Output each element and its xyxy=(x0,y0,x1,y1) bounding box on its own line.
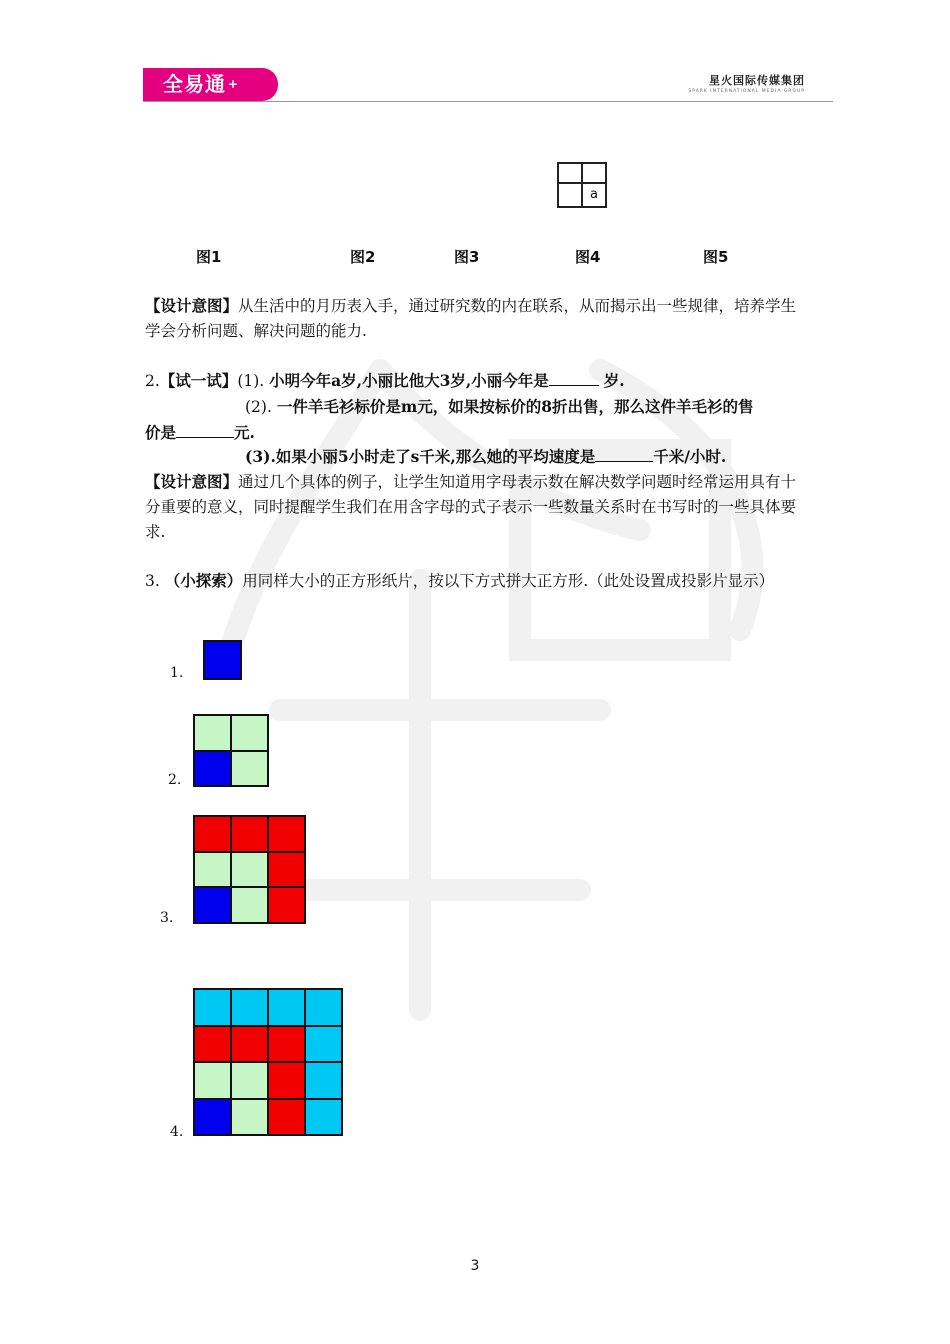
square-tile-green xyxy=(194,715,231,751)
square-tile-red xyxy=(268,816,305,852)
question-number: 3. xyxy=(145,572,160,590)
design-intent-tag: 【设计意图】 xyxy=(145,472,239,491)
answer-blank[interactable] xyxy=(549,371,599,386)
explore-question xyxy=(145,568,810,594)
square-tile-cyan xyxy=(231,989,268,1026)
answer-blank[interactable] xyxy=(176,423,234,438)
q2-prefix: (2). xyxy=(245,398,272,416)
design-intent-text: 通过几个具体的例子，让学生知道用字母表示数在解决数学问题时经常运用具有十分重要的意义，同时提醒学生我们在用含字母的式子表示一些数量关系时在书写时的一些具体要求. xyxy=(145,473,797,541)
design-intent-text: 从生活中的月历表入手，通过研究数的内在联系，从而揭示出一些规律，培养学生学会分析问题、解决问题的能力. xyxy=(145,297,797,340)
calendar-grid-figure xyxy=(557,162,607,208)
square-tile-cyan xyxy=(305,1099,342,1136)
publisher-brand xyxy=(688,72,805,94)
try-it-tag: 【试一试】 xyxy=(159,371,238,390)
design-intent-2 xyxy=(145,469,810,545)
figure-label-2: 图2 xyxy=(350,248,376,266)
square-puzzle-2 xyxy=(193,714,269,787)
square-tile-red xyxy=(194,816,231,852)
brand-logo-plus: + xyxy=(228,77,240,91)
figure-label-5: 图5 xyxy=(703,248,729,266)
square-tile-red xyxy=(268,1062,305,1099)
square-tile-cyan xyxy=(194,989,231,1026)
square-tile-green xyxy=(231,887,268,923)
try-it-question-2 xyxy=(145,394,810,446)
q2-suffix: 元. xyxy=(234,423,255,442)
figure-label-4: 图4 xyxy=(575,248,601,266)
square-tile-red xyxy=(194,1026,231,1063)
square-tile-blue xyxy=(194,1099,231,1136)
header-divider xyxy=(143,101,833,102)
puzzle-label-1: 1. xyxy=(170,665,184,681)
square-tile-red xyxy=(268,1099,305,1136)
brand-logo xyxy=(143,68,278,101)
square-tile-green xyxy=(194,852,231,888)
grid-cell-a: a xyxy=(582,183,606,207)
puzzle-label-4: 4. xyxy=(170,1124,184,1140)
q3-suffix: 千米/小时. xyxy=(653,447,727,466)
q1-suffix: 岁. xyxy=(603,371,625,390)
square-tile-cyan xyxy=(305,989,342,1026)
square-tile-blue xyxy=(194,751,231,787)
square-tile-green xyxy=(231,852,268,888)
square-tile-blue xyxy=(194,887,231,923)
square-tile-red xyxy=(268,887,305,923)
q2-text: 一件羊毛衫标价是m元，如果按标价的8折出售，那么这件羊毛衫的售 xyxy=(276,397,754,416)
figure-label-1: 图1 xyxy=(196,248,222,266)
page-number: 3 xyxy=(470,1258,480,1274)
grid-cell xyxy=(558,183,582,207)
square-tile-cyan xyxy=(268,989,305,1026)
square-tile-red xyxy=(268,852,305,888)
square-tile-green xyxy=(194,1062,231,1099)
publisher-name-en: SPARK INTERNATIONAL MEDIA GROUP xyxy=(688,89,805,94)
brand-logo-text: 全易通 xyxy=(163,72,226,96)
square-puzzle-4 xyxy=(193,988,343,1136)
design-intent-tag: 【设计意图】 xyxy=(145,296,239,315)
square-tile-green xyxy=(231,1099,268,1136)
try-it-question-1 xyxy=(145,368,810,394)
puzzle-label-3: 3. xyxy=(160,910,174,926)
square-tile-red xyxy=(268,1026,305,1063)
square-tile-blue xyxy=(204,641,241,679)
square-tile-red xyxy=(231,1026,268,1063)
question-number: 2. xyxy=(145,372,160,390)
explore-text: 用同样大小的正方形纸片，按以下方式拼大正方形.（此处设置成投影片显示） xyxy=(242,572,775,590)
square-tile-cyan xyxy=(305,1062,342,1099)
q2-line2: 价是 xyxy=(145,423,177,442)
q1-prefix: (1). xyxy=(237,372,265,390)
answer-blank[interactable] xyxy=(595,447,653,462)
square-tile-red xyxy=(231,816,268,852)
design-intent-1 xyxy=(145,293,810,344)
publisher-name-cn: 星火国际传媒集团 xyxy=(709,74,805,87)
square-tile-green xyxy=(231,751,268,787)
grid-cell xyxy=(558,163,582,183)
q1-text: 小明今年a岁,小丽比他大3岁,小丽今年是 xyxy=(269,371,549,390)
square-puzzle-1 xyxy=(203,640,242,680)
figure-label-3: 图3 xyxy=(454,248,480,266)
q3-text: (3).如果小丽5小时走了s千米,那么她的平均速度是 xyxy=(245,447,596,466)
square-tile-green xyxy=(231,715,268,751)
square-puzzle-3 xyxy=(193,815,306,924)
puzzle-label-2: 2. xyxy=(168,772,182,788)
explore-tag: （小探索） xyxy=(164,571,243,590)
square-tile-green xyxy=(231,1062,268,1099)
grid-cell xyxy=(582,163,606,183)
try-it-question-3 xyxy=(145,444,810,470)
square-tile-cyan xyxy=(305,1026,342,1063)
